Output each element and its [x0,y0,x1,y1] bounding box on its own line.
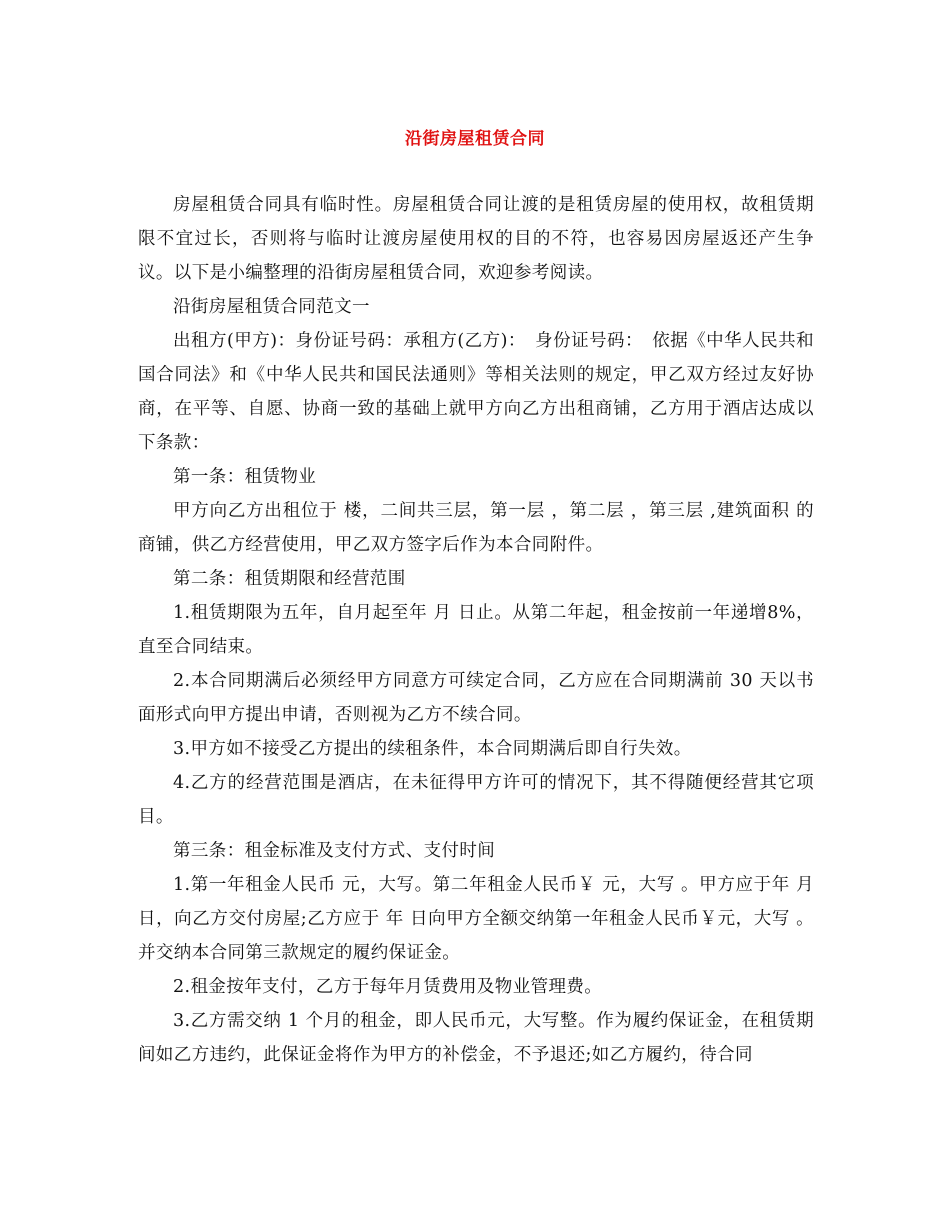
article-2-item-2: 2.本合同期满后必须经甲方同意方可续定合同，乙方应在合同期满前 30 天以书面形式向甲方提出申请，否则视为乙方不续合同。 [138,671,814,725]
article-2-item-4: 4.乙方的经营范围是酒店，在未征得甲方许可的情况下，其不得随便经营其它项目。 [138,773,814,827]
article-3-heading: 第三条：租金标准及支付方式、支付时间 [173,841,496,861]
article-1-heading: 第一条：租赁物业 [173,467,317,487]
document-body [138,188,814,1072]
article-2-heading: 第二条：租赁期限和经营范围 [173,569,406,589]
article-2-item-3: 3.甲方如不接受乙方提出的续租条件，本合同期满后即自行失效。 [173,739,692,759]
article-1-text: 甲方向乙方出租位于 楼，二间共三层，第一层 ，第二层 ，第三层 ,建筑面积 的商铺，供乙方经营使用，甲乙双方签字后作为本合同附件。 [138,501,814,555]
article-3-item-3: 3.乙方需交纳 1 个月的租金，即人民币元，大写整。作为履约保证金，在租赁期间如乙方违约，此保证金将作为甲方的补偿金，不予退还;如乙方履约，待合同 [138,1011,814,1065]
article-2-item-1: 1.租赁期限为五年，自月起至年 月 日止。从第二年起，租金按前一年递增8%，直至合同结束。 [138,603,814,657]
paragraph-sample-heading: 沿街房屋租赁合同范文一 [173,297,370,317]
document-title: 沿街房屋租赁合同 [405,129,545,149]
article-3-item-1: 1.第一年租金人民币 元，大写。第二年租金人民币￥ 元，大写 。甲方应于年 月 日，向乙方交付房屋;乙方应于 年 日向甲方全额交纳第一年租金人民币￥元，大写 。并交纳本合同第三款规定的履约保证金。 [138,875,814,963]
paragraph-parties: 出租方(甲方)：身份证号码：承租方(乙方)： 身份证号码： 依据《中华人民共和国合同法》和《中华人民共和国民法通则》等相关法则的规定，甲乙双方经过友好协商，在平等、自愿、协商一致的基础上就甲方向乙方出租商铺，乙方用于酒店达成以下条款： [138,331,814,453]
paragraph-intro: 房屋租赁合同具有临时性。房屋租赁合同让渡的是租赁房屋的使用权，故租赁期限不宜过长，否则将与临时让渡房屋使用权的目的不符，也容易因房屋返还产生争议。以下是小编整理的沿街房屋租赁合同，欢迎参考阅读。 [138,195,814,283]
article-3-item-2: 2.租金按年支付，乙方于每年月赁费用及物业管理费。 [173,977,603,997]
